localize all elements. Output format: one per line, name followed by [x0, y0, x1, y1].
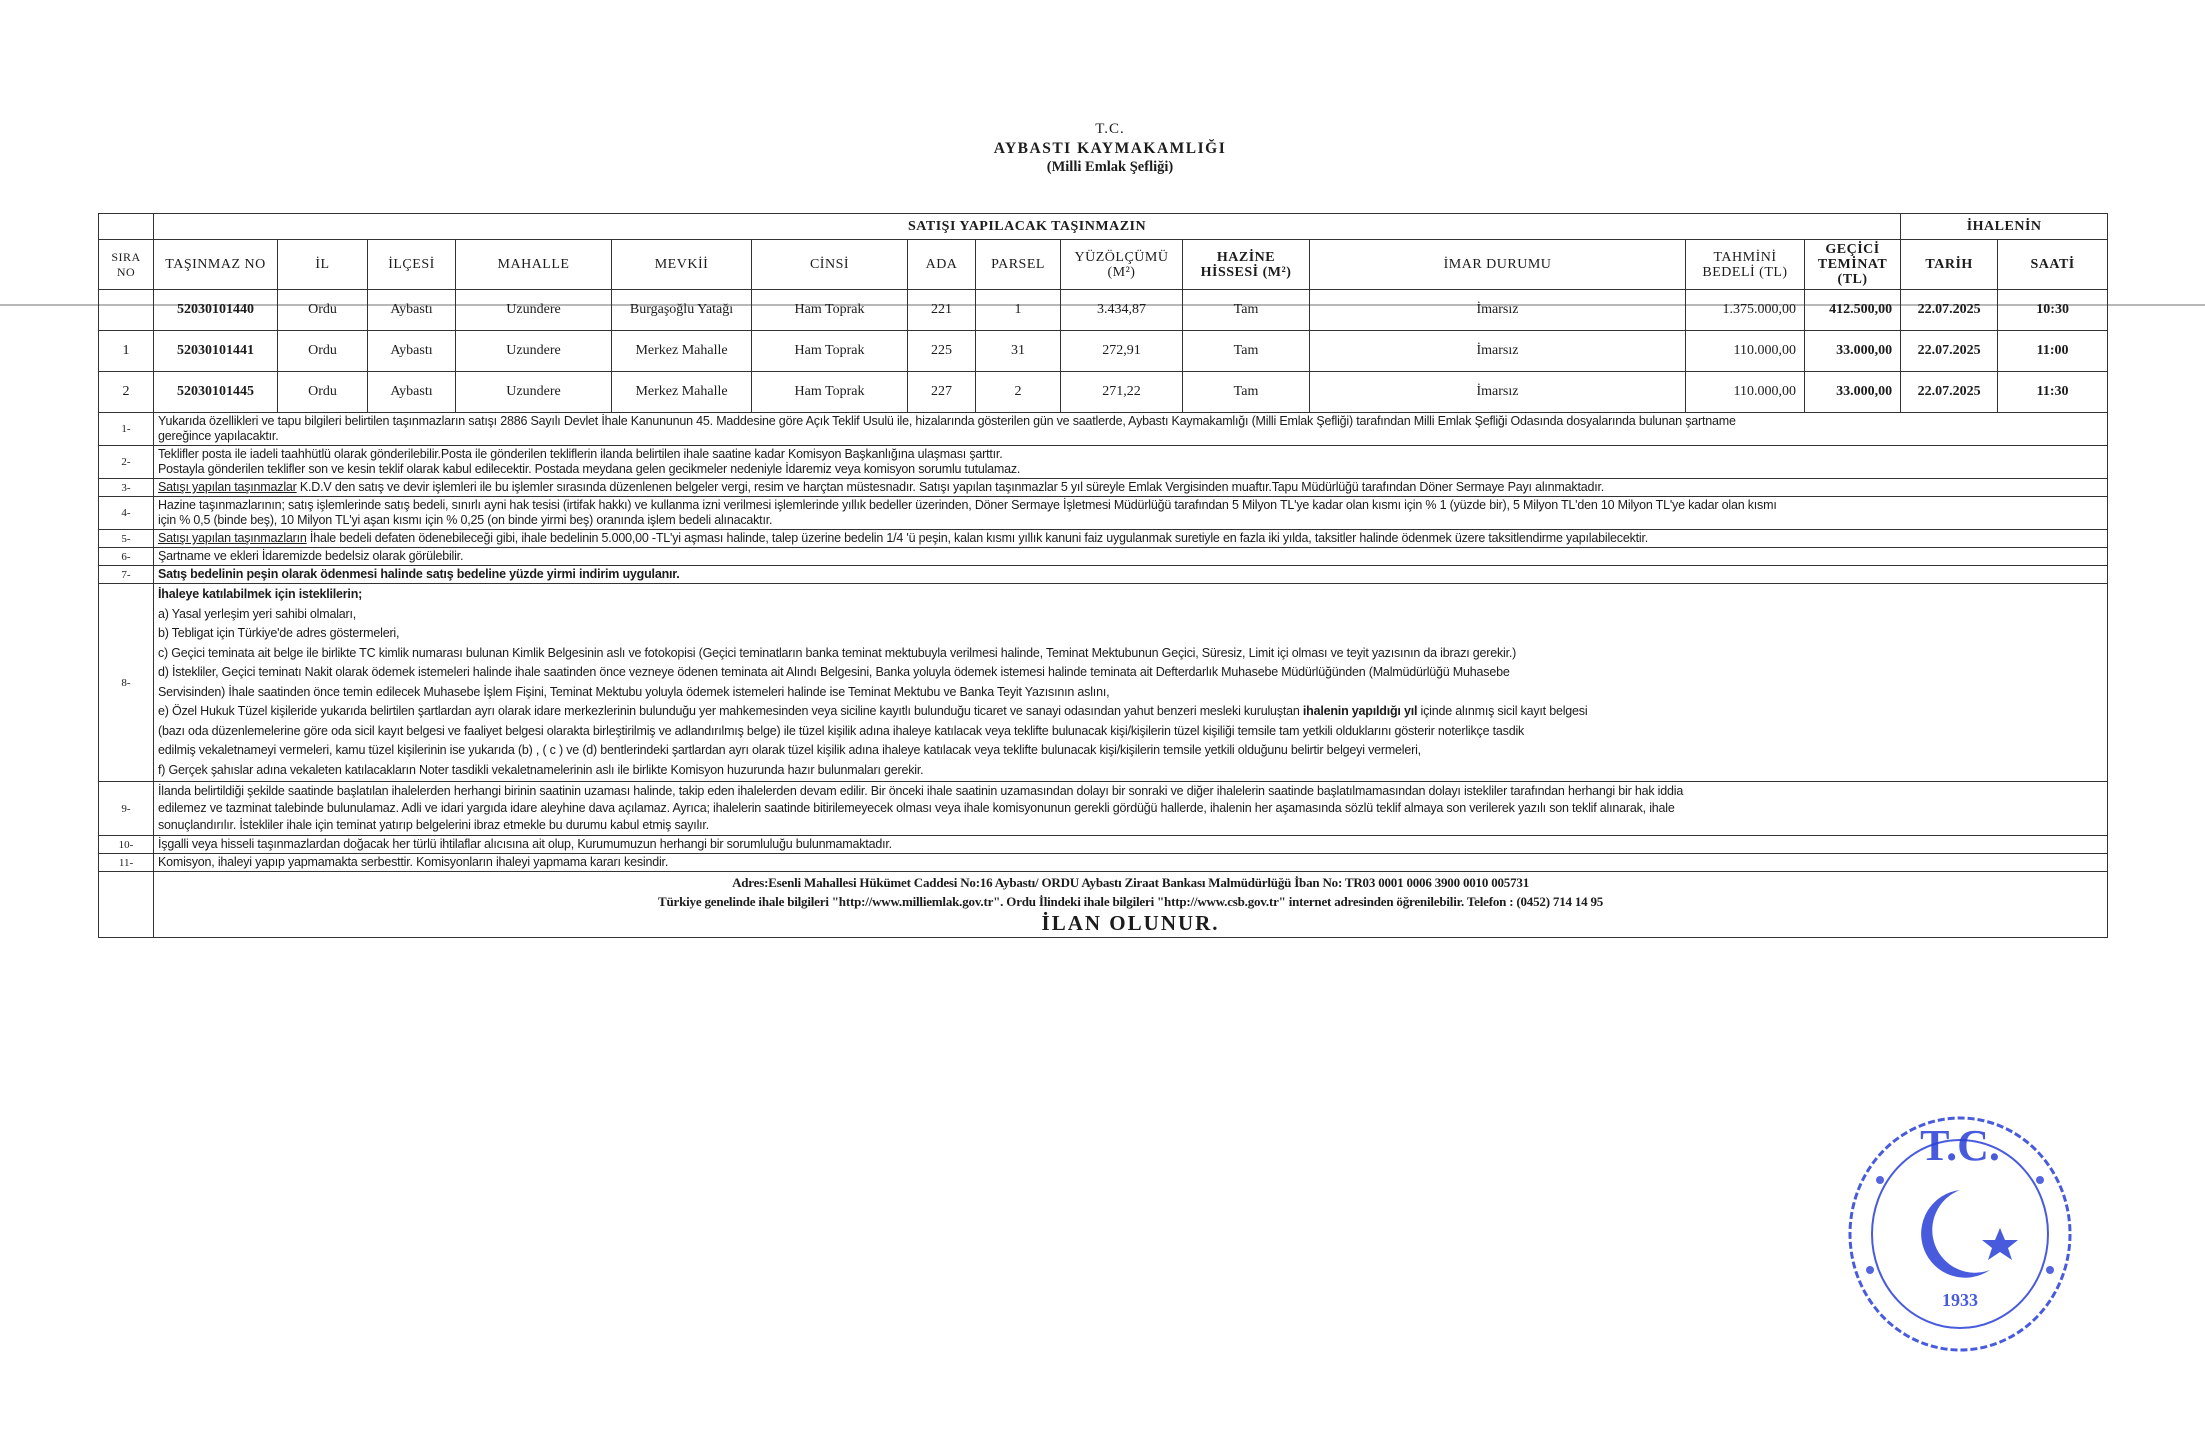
cell-tasinmaz: 52030101445 [154, 372, 278, 413]
cell-yuzolcumu: 271,22 [1061, 372, 1183, 413]
col-yuzolcumu: YÜZÖLÇÜMÜ (M²) [1061, 240, 1183, 290]
note-line: c) Geçici teminata ait belge ile birlikte TC kimlik numarası bulunan Kimlik Belgesinin aslı ve fotokopisi (Geçici teminatların banka teminat mektubuyla verilmesi halinde, Teminat Mektubunun Geçici, Süresiz, Limit içi olması ve teyit yazısının da ibrazı gerekir.) [158, 645, 1517, 660]
cell-mahalle: Uzundere [456, 372, 612, 413]
note-number: 8- [99, 584, 154, 782]
note-line: Teklifler posta ile iadeli taahhütlü olarak gönderilebilir.Posta ile gönderilen tekliflerin ilanda belirtilen ihale saatine kadar Komisyon Başkanlığına ulaşması şarttır. [158, 447, 1003, 461]
cell-il: Ordu [278, 331, 368, 372]
cell-saat: 11:00 [1998, 331, 2108, 372]
cell-parsel: 31 [976, 331, 1061, 372]
note-line: edilemez ve tazminat talebinde bulunulamaz. Adli ve idari yargıda idare aleyhine dava açılamaz. Ayrıca; ihalelerin saatinde bitirilemeyecek olması veya ihale komisyonunun gerekli gördüğü hallerde, ihalenin her aşamasında sözlü teklif almaya son verilerek yazılı son teklif alınarak, ihale [158, 801, 1675, 815]
note-row-11 [99, 854, 2108, 872]
seal-top-text: T.C. [1920, 1121, 2000, 1170]
cell-bedel: 110.000,00 [1686, 331, 1805, 372]
note-number: 5- [99, 530, 154, 548]
cell-teminat: 412.500,00 [1805, 290, 1901, 331]
col-mevki: MEVKİİ [612, 240, 752, 290]
note-line: Yukarıda özellikleri ve tapu bilgileri belirtilen taşınmazların satışı 2886 Sayılı Devlet İhale Kanununun 45. Maddesine göre Açık Teklif Usulü ile, hizalarında gösterilen gün ve saatlerde, Aybastı Kaymakamlığı (Milli Emlak Şefliği) tarafından Milli Emlak Şefliği Odasında dosyalarında bulunan şartname [158, 414, 1736, 428]
cell-tarih: 22.07.2025 [1901, 331, 1998, 372]
note-line: İhaleye katılabilmek için isteklilerin; [158, 587, 363, 601]
seal-ornament-icon [1866, 1176, 2054, 1274]
official-seal [1840, 1110, 2080, 1360]
cell-mevki: Merkez Mahalle [612, 372, 752, 413]
note-row-1 [99, 413, 2108, 446]
cell-ada: 221 [908, 290, 976, 331]
note-row-2 [99, 446, 2108, 479]
note-number: 1- [99, 413, 154, 446]
note-number: 7- [99, 566, 154, 584]
note-line: Servisinden) İhale saatinden önce temin edilecek Muhasebe İşlem Fişini, Teminat Mektubu yoluyla ödemek istemeleri halinde ise Teminat Mektubu ve Banka Teyit Yazısının aslını, [158, 684, 1110, 699]
cell-teminat: 33.000,00 [1805, 331, 1901, 372]
cell-imar: İmarsız [1310, 290, 1686, 331]
cell-imar: İmarsız [1310, 331, 1686, 372]
note-text [154, 836, 2108, 854]
cell-tarih: 22.07.2025 [1901, 372, 1998, 413]
cell-yuzolcumu: 3.434,87 [1061, 290, 1183, 331]
auction-table [98, 213, 2108, 938]
cell-saat: 11:30 [1998, 372, 2108, 413]
note-line: için % 0,5 (binde beş), 10 Milyon TL'yi aşan kısmı için % 0,25 (on binde yirmi beş) oranında işlem bedeli alınacaktır. [158, 513, 773, 527]
cell-mahalle: Uzundere [456, 290, 612, 331]
note-bold-part: ihalenin yapıldığı yıl [1302, 704, 1418, 718]
cell-parsel: 1 [976, 290, 1061, 331]
blank-corner-cell [99, 214, 154, 240]
cell-ilce: Aybastı [368, 331, 456, 372]
note-text [154, 446, 2108, 479]
note-row-8 [99, 584, 2108, 782]
cell-imar: İmarsız [1310, 372, 1686, 413]
note-text [154, 479, 2108, 497]
cell-il: Ordu [278, 372, 368, 413]
note-underlined: Satışı yapılan taşınmazların [158, 531, 307, 545]
note-line: Hazine taşınmazlarının; satış işlemlerinde satış bedeli, sınırlı ayni hak tesisi (irtifak hakkı) ve kullanma izni verilmesi işlemlerinde yıllık bedeller üzerinden, Döner Sermaye İşletmesi Müdürlüğü tarafından 5 Milyon TL'ye kadar olan kısmı için % 1 (yüzde bir), 5 Milyon TL'den 10 Milyon TL'ye kadar olan kısmı [158, 498, 1777, 512]
cell-parsel: 2 [976, 372, 1061, 413]
col-parsel: PARSEL [976, 240, 1061, 290]
document-header [0, 120, 2205, 177]
group-title: SATIŞI YAPILACAK TAŞINMAZIN [154, 214, 1901, 240]
note-row-3 [99, 479, 2108, 497]
cell-mevki: Burgaşoğlu Yatağı [612, 290, 752, 331]
note-number: 2- [99, 446, 154, 479]
cell-mahalle: Uzundere [456, 331, 612, 372]
col-hisse: HAZİNE HİSSESİ (M²) [1183, 240, 1310, 290]
header-sefligi: (Milli Emlak Şefliği) [1046, 159, 1174, 175]
note-text [154, 413, 2108, 446]
cell-hisse: Tam [1183, 372, 1310, 413]
footer-web: Türkiye genelinde ihale bilgileri "http://www.milliemlak.gov.tr". Ordu İlindeki ihale bilgileri "http://www.csb.gov.tr" internet adresinden öğrenilebilir. Telefon : (0452) 714 14 95 [658, 894, 1604, 909]
note-underlined: Satışı yapılan taşınmazlar [158, 480, 297, 494]
col-saat: SAATİ [1998, 240, 2108, 290]
cell-cinsi: Ham Toprak [752, 372, 908, 413]
note-line: f) Gerçek şahıslar adına vekaleten katılacakların Noter tasdikli vekaletnamelerinin aslı ile birlikte Komisyon huzurunda hazır bulunmaları gerekir. [158, 762, 924, 777]
table-row [99, 372, 2108, 413]
footer-row [99, 872, 2108, 938]
header-tc: T.C. [1095, 121, 1125, 137]
note-line: d) İstekliler, Geçici teminatı Nakit olarak ödemek istemeleri halinde ihale saatinden önce vezneye ödenen teminata ait Alındı Belgesini, Banka yoluyla ödemek istemesi halinde teminata ait Defterdarlık Muhasebe Müdürlüğünden (Malmüdürlüğü Muhasebe [158, 665, 1510, 679]
note-row-7 [99, 566, 2108, 584]
note-line: sonuçlandırılır. İstekliler ihale için teminat yatırıp belgelerini ibraz etmekle bu durumu kabul etmiş sayılır. [158, 818, 709, 832]
table-group-header-row [99, 214, 2108, 240]
note-line: İlanda belirtildiği şekilde saatinde başlatılan ihalelerden herhangi birinin saatinin uzaması halinde, takip eden ihalelerden devam edilir. Bir önceki ihale saatinin uzamasından dolayı bir sonraki ve diğer ihalelerin saatinde başlatılmamasından dolayı istekliler tarafından herhangi bir hak iddia [158, 784, 1684, 798]
cell-cinsi: Ham Toprak [752, 331, 908, 372]
note-line: a) Yasal yerleşim yeri sahibi olmaları, [158, 606, 357, 621]
note-line: Postayla gönderilen teklifler son ve kesin teklif olarak kabul edilecektir. Postada meydana gelen gecikmeler nedeniyle İdaremiz veya komisyon sorumlu tutulamaz. [158, 462, 1021, 476]
cell-bedel: 110.000,00 [1686, 372, 1805, 413]
note-rest: İhale bedeli defaten ödenebileceği gibi, ihale bedelinin 5.000,00 -TL'yi aşması halinde, talep üzerine bedelin 1/4 'ü peşin, kalan kısmı yıllık kanuni faiz uygulanmak suretiyle en fazla iki yılda, taksitler halinde ödenmek üzere taksitlendirme yapılabilecektir. [306, 531, 1649, 545]
col-ilce: İLÇESİ [368, 240, 456, 290]
footer-text [154, 872, 2108, 938]
cell-saat: 10:30 [1998, 290, 2108, 331]
note-number: 11- [99, 854, 154, 872]
note-line [158, 702, 2103, 722]
col-mahalle: MAHALLE [456, 240, 612, 290]
col-tarih: TARİH [1901, 240, 1998, 290]
note-row-5 [99, 530, 2108, 548]
cell-tarih: 22.07.2025 [1901, 290, 1998, 331]
cell-hisse: Tam [1183, 290, 1310, 331]
note-row-10 [99, 836, 2108, 854]
note-text [154, 854, 2108, 872]
note-number: 3- [99, 479, 154, 497]
table-column-header-row [99, 240, 2108, 290]
note-line [158, 480, 2103, 495]
note-text [154, 548, 2108, 566]
cell-ilce: Aybastı [368, 290, 456, 331]
seal-year: 1933 [1942, 1290, 1978, 1310]
cell-hisse: Tam [1183, 331, 1310, 372]
footer-address: Adres:Esenli Mahallesi Hükümet Caddesi No:16 Aybastı/ ORDU Aybastı Ziraat Bankası Malmüdürlüğü İban No: TR03 0001 0006 3900 0010 005731 [732, 875, 1530, 890]
note-rest: K.D.V den satış ve devir işlemleri ile bu işlemler sırasında düzenlenen belgeler vergi, resim ve harçtan müstesnadır. Satışı yapılan taşınmazlar 5 yıl süreyle Emlak Vergisinden muaftır.Tapu Müdürlüğü tarafından Döner Sermaye Payı alınmaktadır. [296, 480, 1605, 494]
note-number: 10- [99, 836, 154, 854]
cell-ada: 225 [908, 331, 976, 372]
cell-mevki: Merkez Mahalle [612, 331, 752, 372]
col-sira: SIRA NO [99, 240, 154, 290]
cell-ilce: Aybastı [368, 372, 456, 413]
cell-cinsi: Ham Toprak [752, 290, 908, 331]
cell-sira: 1 [99, 331, 154, 372]
header-kaymakamlik: AYBASTI KAYMAKAMLIĞI [993, 140, 1227, 157]
table-row [99, 290, 2108, 331]
note-line: Şartname ve ekleri İdaremizde bedelsiz olarak görülebilir. [158, 549, 464, 563]
cell-sira: 2 [99, 372, 154, 413]
note-line: İşgalli veya hisseli taşınmazlardan doğacak her türlü ihtilaflar alıcısına ait olup, Kurumumuzun herhangi bir sorumluluğu bulunmamaktadır. [158, 837, 892, 851]
col-imar: İMAR DURUMU [1310, 240, 1686, 290]
note-row-6 [99, 548, 2108, 566]
note-number: 9- [99, 782, 154, 836]
cell-il: Ordu [278, 290, 368, 331]
col-il: İL [278, 240, 368, 290]
note-part: e) Özel Hukuk Tüzel kişileride yukarıda belirtilen şartlardan ayrı olarak idare merkezlerinin bulunduğu yer mahkemesinden veya siciline kayıtlı bulunduğu ticaret ve sanayi odasından yahut benzeri mesleki kuruluştan [158, 704, 1303, 718]
cell-yuzolcumu: 272,91 [1061, 331, 1183, 372]
cell-tasinmaz: 52030101441 [154, 331, 278, 372]
cell-tasinmaz: 52030101440 [154, 290, 278, 331]
crescent-star-icon [1921, 1190, 2018, 1278]
footer-blank-cell [99, 872, 154, 938]
note-text [154, 566, 2108, 584]
col-tasinmaz: TAŞINMAZ NO [154, 240, 278, 290]
col-teminat: GEÇİCİ TEMİNAT (TL) [1805, 240, 1901, 290]
note-text [154, 530, 2108, 548]
cell-ada: 227 [908, 372, 976, 413]
note-text [154, 584, 2108, 782]
note-text [154, 782, 2108, 836]
note-number: 4- [99, 497, 154, 530]
table-row [99, 331, 2108, 372]
ihale-title: İHALENİN [1901, 214, 2108, 240]
cell-teminat: 33.000,00 [1805, 372, 1901, 413]
note-line: Satış bedelinin peşin olarak ödenmesi halinde satış bedeline yüzde yirmi indirim uygulanır. [158, 567, 680, 581]
cell-bedel: 1.375.000,00 [1686, 290, 1805, 331]
note-row-9 [99, 782, 2108, 836]
note-line: Komisyon, ihaleyi yapıp yapmamakta serbesttir. Komisyonların ihaleyi yapmama kararı kesindir. [158, 855, 669, 869]
col-ada: ADA [908, 240, 976, 290]
note-line [158, 531, 2103, 546]
note-line: gereğince yapılacaktır. [158, 429, 279, 443]
note-line: b) Tebligat için Türkiye'de adres göstermeleri, [158, 626, 400, 640]
note-number: 6- [99, 548, 154, 566]
ilan-olunur: İLAN OLUNUR. [1041, 911, 1220, 935]
note-line: (bazı oda düzenlemelerine göre oda sicil kayıt belgesi ve faaliyet belgesi olarakta birleştirilmiş ve adlandırılmış belge) ile tüzel kişilik adına ihaleye katılacak veya teklifte bulunacak kişi/kişilerin tüzel kişiliği temsile tam yetkili olduklarını gösterir noterlikçe tasdik [158, 723, 1525, 738]
note-row-4 [99, 497, 2108, 530]
col-cinsi: CİNSİ [752, 240, 908, 290]
note-part: içinde alınmış sicil kayıt belgesi [1417, 704, 1588, 718]
note-line: edilmiş vekaletnameyi vermeleri, kamu tüzel kişilerinin ise yukarıda (b) , ( c ) ve (d) bentlerindeki şartlardan ayrı olarak tüzel kişilik adına ihaleye katılacak veya teklifte bulunacak kişi/kişilerin temsile yetkili olduğunu belirtir belgeyi vermeleri, [158, 743, 1421, 757]
cell-sira [99, 290, 154, 331]
note-text [154, 497, 2108, 530]
col-bedel: TAHMİNİ BEDELİ (TL) [1686, 240, 1805, 290]
